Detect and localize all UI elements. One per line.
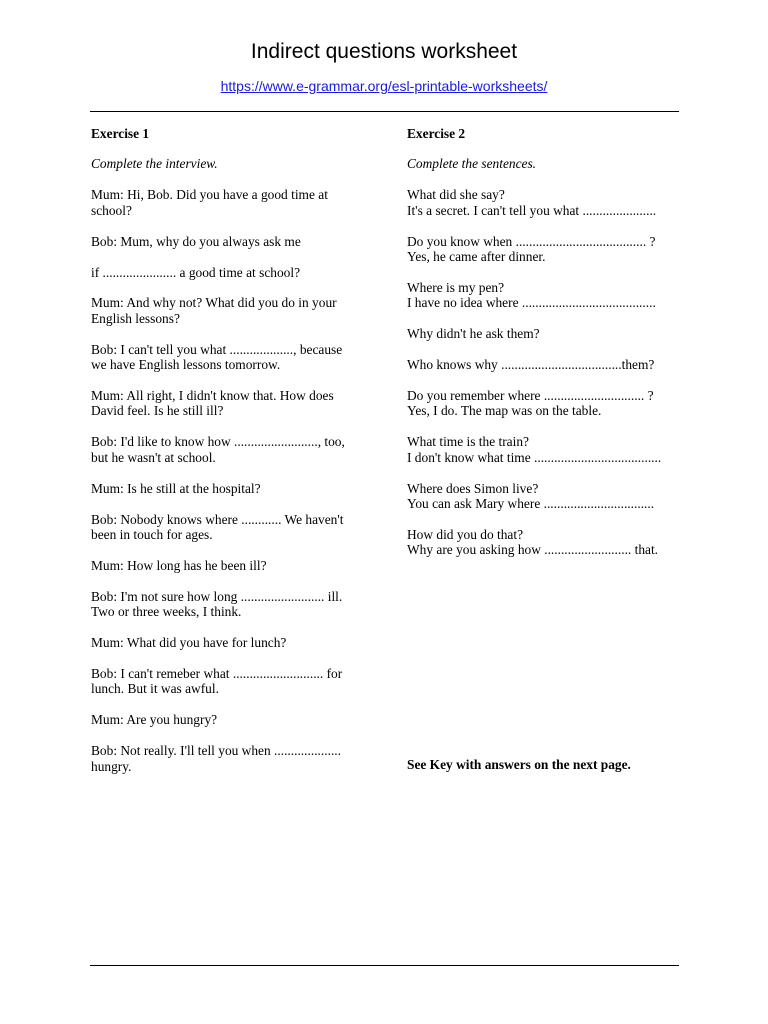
worksheet-link[interactable]: https://www.e-grammar.org/esl-printable-worksheets/ bbox=[220, 78, 548, 94]
exercise-1-line bbox=[91, 234, 376, 249]
text-line: Where is my pen? bbox=[407, 279, 505, 295]
exercise-1-line bbox=[91, 743, 376, 774]
exercise-1-line bbox=[91, 666, 376, 697]
text-line: Yes, I do. The map was on the table. bbox=[407, 403, 602, 419]
exercise-2-item bbox=[407, 357, 682, 372]
text-line: if ...................... a good time at school? bbox=[91, 264, 301, 280]
text-line: What did she say? bbox=[407, 187, 505, 203]
exercise-1-line bbox=[91, 635, 376, 650]
exercise-2-item bbox=[407, 434, 682, 465]
text-line: Mum: And why not? What did you do in your bbox=[91, 295, 337, 311]
exercise-2-instruction: Complete the sentences. bbox=[407, 156, 537, 172]
exercise-1-line bbox=[91, 512, 376, 543]
exercise-2-item bbox=[407, 527, 682, 558]
text-line: Why are you asking how .......................... that. bbox=[407, 542, 659, 558]
worksheet-link-container bbox=[0, 78, 768, 94]
text-line: What time is the train? bbox=[407, 434, 529, 450]
top-divider bbox=[90, 111, 679, 112]
text-line: Where does Simon live? bbox=[407, 480, 539, 496]
text-line: Who knows why ....................................them? bbox=[407, 357, 655, 373]
exercise-1-heading: Exercise 1 bbox=[91, 126, 150, 141]
text-line: Bob: I'm not sure how long ......................... ill. bbox=[91, 588, 343, 604]
exercise-1-column bbox=[91, 126, 376, 790]
text-line: It's a secret. I can't tell you what ...................... bbox=[407, 202, 657, 218]
text-line: Why didn't he ask them? bbox=[407, 326, 540, 342]
text-line: English lessons? bbox=[91, 310, 180, 326]
text-line: Mum: How long has he been ill? bbox=[91, 557, 267, 573]
text-line: been in touch for ages. bbox=[91, 527, 213, 542]
bottom-divider bbox=[90, 965, 679, 966]
exercise-1-line bbox=[91, 342, 376, 373]
exercise-2-item bbox=[407, 234, 682, 265]
text-line: I don't know what time ...................................... bbox=[407, 449, 662, 465]
page-title: Indirect questions worksheet bbox=[250, 40, 518, 63]
text-line: Two or three weeks, I think. bbox=[91, 604, 242, 620]
exercise-1-line bbox=[91, 265, 376, 280]
text-line: Bob: Nobody knows where ............ We haven't bbox=[91, 511, 344, 527]
text-line: we have English lessons tomorrow. bbox=[91, 357, 281, 373]
exercise-1-line bbox=[91, 712, 376, 727]
text-line: How did you do that? bbox=[407, 527, 524, 542]
exercise-2-item bbox=[407, 187, 682, 218]
text-line: Do you know when ....................................... ? bbox=[407, 233, 656, 249]
exercise-1-line bbox=[91, 558, 376, 573]
text-line: Mum: Are you hungry? bbox=[91, 712, 218, 728]
text-line: hungry. bbox=[91, 758, 132, 774]
text-line: but he wasn't at school. bbox=[91, 449, 216, 465]
exercise-1-line bbox=[91, 295, 376, 326]
answer-key-note: See Key with answers on the next page. bbox=[407, 757, 631, 772]
text-line: Mum: What did you have for lunch? bbox=[91, 635, 287, 651]
exercise-2-item bbox=[407, 481, 682, 512]
text-line: Bob: I can't remeber what ........................... for bbox=[91, 666, 343, 682]
text-line: Mum: Hi, Bob. Did you have a good time at bbox=[91, 187, 328, 203]
exercise-2-item bbox=[407, 326, 682, 341]
exercise-1-line bbox=[91, 187, 376, 218]
text-line: Mum: All right, I didn't know that. How does bbox=[91, 388, 334, 404]
text-line: lunch. But it was awful. bbox=[91, 681, 219, 697]
text-line: Bob: Mum, why do you always ask me bbox=[91, 233, 301, 249]
exercise-2-heading: Exercise 2 bbox=[407, 126, 466, 141]
text-line: Bob: I can't tell you what ..................., because bbox=[91, 341, 343, 357]
exercise-2-item bbox=[407, 280, 682, 311]
text-line: Yes, he came after dinner. bbox=[407, 249, 546, 265]
text-line: school? bbox=[91, 202, 132, 218]
exercise-1-instruction: Complete the interview. bbox=[91, 156, 218, 172]
exercise-1-line bbox=[91, 388, 376, 419]
text-line: Do you remember where .............................. ? bbox=[407, 388, 654, 404]
exercise-2-item bbox=[407, 388, 682, 419]
exercise-2-column bbox=[407, 126, 682, 573]
text-line: David feel. Is he still ill? bbox=[91, 403, 224, 419]
text-line: I have no idea where ........................................ bbox=[407, 295, 656, 311]
text-line: Mum: Is he still at the hospital? bbox=[91, 480, 261, 496]
exercise-1-line bbox=[91, 481, 376, 496]
exercise-1-line bbox=[91, 589, 376, 620]
exercise-1-line bbox=[91, 434, 376, 465]
text-line: Bob: Not really. I'll tell you when .................... bbox=[91, 743, 341, 759]
text-line: Bob: I'd like to know how ........................., too, bbox=[91, 434, 345, 450]
text-line: You can ask Mary where ................................. bbox=[407, 496, 655, 512]
